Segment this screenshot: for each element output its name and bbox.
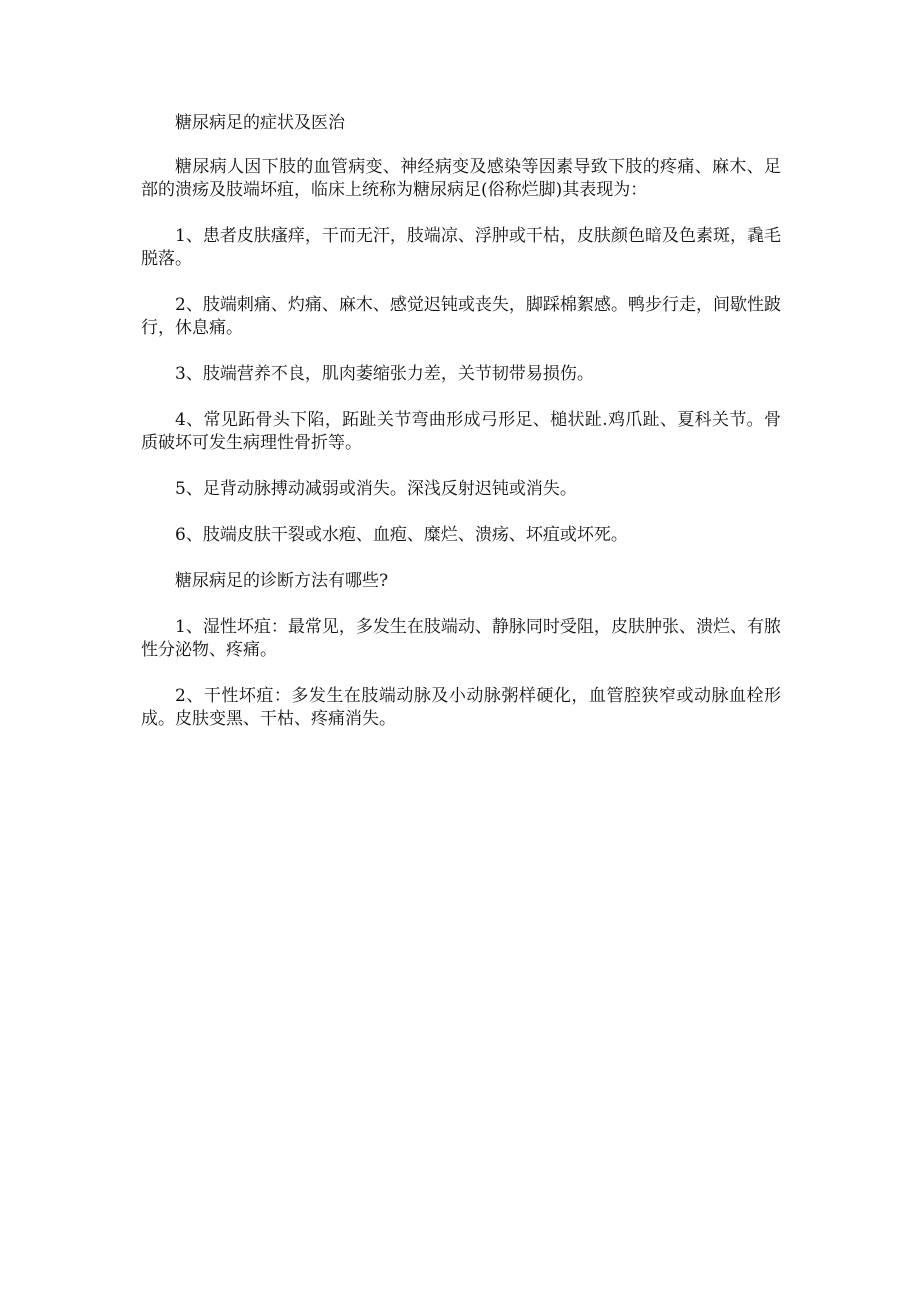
document-title: 糖尿病足的症状及医治 bbox=[175, 113, 345, 133]
intro-paragraph: 糖尿病人因下肢的血管病变、神经病变及感染等因素导致下肢的疼痛、麻木、足部的溃疡及肢端坏疽，临床上统称为糖尿病足(俗称烂脚)其表现为： bbox=[141, 157, 781, 200]
symptom-item-4: 4、常见跖骨头下陷，跖趾关节弯曲形成弓形足、槌状趾.鸡爪趾、夏科关节。骨质破坏可发生病理性骨折等。 bbox=[141, 410, 781, 453]
symptom-item-2: 2、肢端刺痛、灼痛、麻木、感觉迟钝或丧失，脚踩棉絮感。鸭步行走，间歇性跛行，休息痛。 bbox=[141, 295, 781, 338]
diagnosis-item-2: 2、干性坏疽：多发生在肢端动脉及小动脉粥样硬化，血管腔狭窄或动脉血栓形成。皮肤变黑、干枯、疼痛消失。 bbox=[141, 686, 781, 729]
symptom-item-1: 1、患者皮肤瘙痒，干而无汗，肢端凉、浮肿或干枯，皮肤颜色暗及色素斑，毳毛脱落。 bbox=[141, 226, 781, 269]
document-body bbox=[141, 112, 781, 754]
symptom-item-3: 3、肢端营养不良，肌肉萎缩张力差，关节韧带易损伤。 bbox=[175, 364, 594, 384]
symptom-item-6: 6、肢端皮肤干裂或水疱、血疱、糜烂、溃疡、坏疽或坏死。 bbox=[175, 525, 628, 545]
symptom-item-5: 5、足背动脉搏动减弱或消失。深浅反射迟钝或消失。 bbox=[175, 479, 577, 499]
diagnosis-heading: 糖尿病足的诊断方法有哪些? bbox=[175, 571, 389, 591]
diagnosis-item-1: 1、湿性坏疽：最常见，多发生在肢端动、静脉同时受阻，皮肤肿张、溃烂、有脓性分泌物、疼痛。 bbox=[141, 617, 781, 660]
